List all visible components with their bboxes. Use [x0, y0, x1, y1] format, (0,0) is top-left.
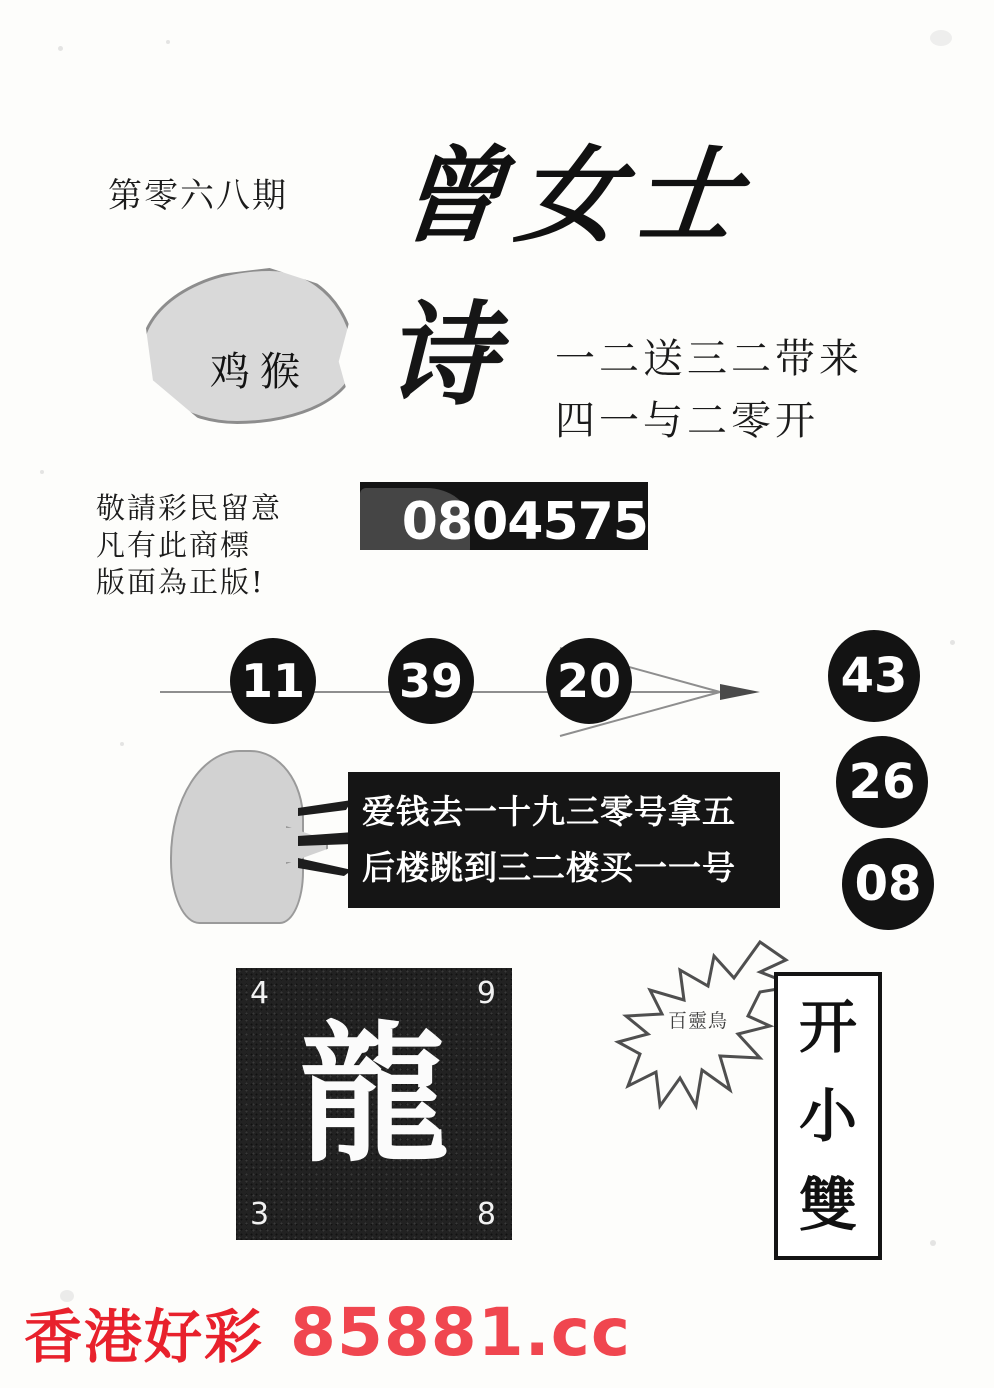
draw-ball: 39 [388, 638, 474, 724]
draw-ball: 20 [546, 638, 632, 724]
bird-label: 百靈鳥 [668, 1010, 729, 1032]
footer [0, 1286, 994, 1378]
message-line-2: 后楼跳到三二楼买一一号 [362, 848, 736, 887]
scan-speck [166, 40, 170, 44]
poem-lines [555, 328, 863, 452]
poem-character: 诗 [385, 290, 497, 421]
hint-box [774, 972, 882, 1260]
poem-line-2: 四一与二零开 [555, 398, 819, 444]
card-corner-top-left: 4 [250, 976, 270, 1011]
brand-title: 曾女士 [392, 134, 760, 257]
scan-speck [930, 1240, 936, 1246]
message-banner [348, 772, 780, 908]
scan-speck [930, 30, 952, 46]
zodiac-pair-label: 鸡猴 [210, 349, 310, 395]
draw-ball: 08 [842, 838, 934, 930]
draw-ball: 11 [230, 638, 316, 724]
issue-label: 第零六八期 [108, 176, 288, 216]
head-silhouette-graphic [170, 750, 304, 924]
card-corner-bottom-left: 3 [250, 1197, 270, 1232]
scan-speck [950, 640, 955, 645]
hotline-number: 0804575 [401, 492, 648, 552]
draw-ball: 43 [828, 630, 920, 722]
hint-char-1: 开 [798, 992, 857, 1061]
notice-line-3: 版面為正版! [96, 565, 265, 600]
notice-line-1: 敬請彩民留意 [96, 491, 283, 525]
hint-char-2: 小 [798, 1081, 857, 1150]
authenticity-notice [96, 490, 282, 601]
dragon-card [236, 968, 512, 1240]
card-corner-top-right: 9 [476, 976, 496, 1011]
poem-line-1: 一二送三二带来 [555, 336, 863, 382]
card-corner-bottom-right: 8 [476, 1197, 496, 1232]
hint-char-3: 雙 [798, 1171, 857, 1240]
scan-speck [120, 742, 124, 746]
scan-speck [40, 470, 44, 474]
footer-site-name: 香港好彩 [24, 1303, 265, 1371]
notice-line-2: 凡有此商標 [96, 528, 252, 563]
footer-url[interactable]: 85881.cc [290, 1293, 631, 1371]
scan-speck [58, 46, 63, 51]
message-line-1: 爱钱去一十九三零号拿五 [362, 791, 736, 831]
draw-ball: 26 [836, 736, 928, 828]
dragon-character: 龍 [298, 1007, 449, 1183]
